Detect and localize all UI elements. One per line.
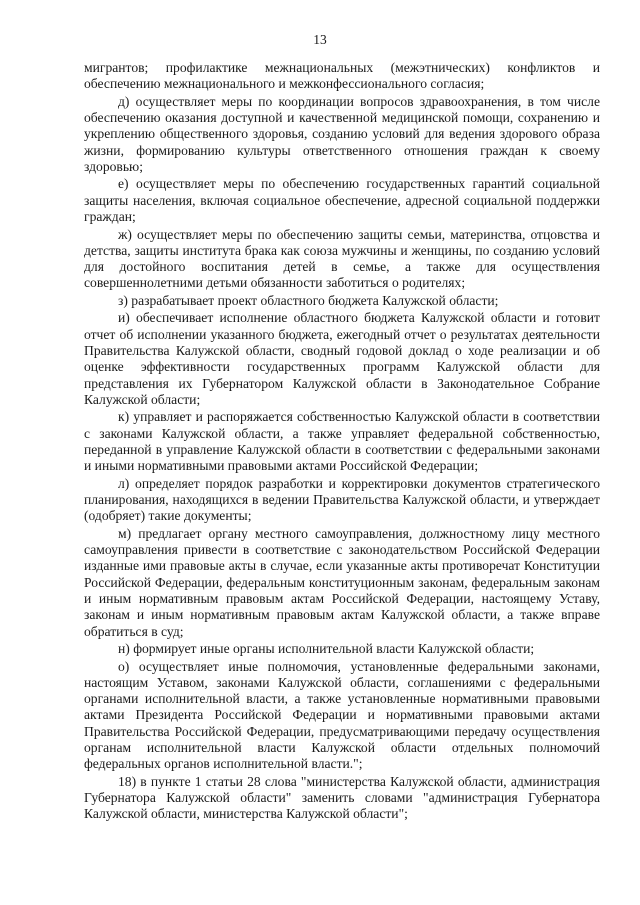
paragraph-item-e: е) осуществляет меры по обеспечению государственных гарантий социальной защиты населения, включая социальное обеспечение, адресной социальной поддержки граждан;	[84, 176, 600, 225]
document-body	[84, 60, 600, 823]
paragraph-continuation: мигрантов; профилактике межнациональных (межэтнических) конфликтов и обеспечению межнационального и межконфессионального согласия;	[84, 60, 600, 92]
paragraph-item-n: н) формирует иные органы исполнительной власти Калужской области;	[118, 641, 535, 657]
page-number: 13	[313, 32, 327, 47]
paragraph-item-l: л) определяет порядок разработки и корректировки документов стратегического планирования, находящихся в ведении Правительства Калужской области, и утверждает (одобряет) такие документы;	[84, 475, 600, 524]
paragraph-item-18: 18) в пункте 1 статьи 28 слова "министерства Калужской области, администрация Губернатора Калужской области" заменить словами "администрация Губернатора Калужской области, министерства Калужской области";	[84, 773, 600, 822]
paragraph-item-m: м) предлагает органу местного самоуправления, должностному лицу местного самоуправления привести в соответствие с законодательством Российской Федерации изданные ими правовые акты в случае, если указанные акты противоречат Конституции Российской Федерации, федеральным конституционным законам, федеральным законам и иным нормативным правовым актам Российской Федерации, настоящему Уставу, законам и иным нормативным правовым актам Калужской области, а также вправе обратиться в суд;	[84, 525, 600, 639]
paragraph-item-zh: ж) осуществляет меры по обеспечению защиты семьи, материнства, отцовства и детства, защиты института брака как союза мужчины и женщины, по созданию условий для достойного воспитания детей в семье, а также для осуществления совершеннолетними детьми обязанности заботиться о родителях;	[84, 226, 600, 291]
paragraph-item-d: д) осуществляет меры по координации вопросов здравоохранения, в том числе обеспечению оказания доступной и качественной медицинской помощи, сохранению и укреплению общественного здоровья, созданию условий для ведения здорового образа жизни, формированию культуры ответственного отношения граждан к своему здоровью;	[84, 93, 600, 174]
paragraph-item-z: з) разрабатывает проект областного бюджета Калужской области;	[118, 292, 499, 308]
paragraph-item-i: и) обеспечивает исполнение областного бюджета Калужской области и готовит отчет об исполнении указанного бюджета, ежегодный отчет о результатах деятельности Правительства Калужской области, сводный годовой доклад о ходе реализации и об оценке эффективности государственных программ Калужской области для представления их Губернатором Калужской области в Законодательное Собрание Калужской области;	[84, 310, 600, 407]
paragraph-item-k: к) управляет и распоряжается собственностью Калужской области в соответствии с законами Калужской области, а также управляет федеральной собственностью, переданной в управление Калужской области в соответствии с федеральными законами и иными нормативными правовыми актами Российской Федерации;	[84, 409, 600, 474]
paragraph-item-o: о) осуществляет иные полномочия, установленные федеральными законами, настоящим Уставом, законами Калужской области, соглашениями с федеральными органами исполнительной власти, а также установленные нормативными правовыми актами Президента Российской Федерации и нормативными правовыми актами Правительства Российской Федерации, предусматривающими передачу осуществления органам исполнительной власти Калужской области отдельных полномочий федеральных органов исполнительной власти.";	[84, 658, 600, 772]
